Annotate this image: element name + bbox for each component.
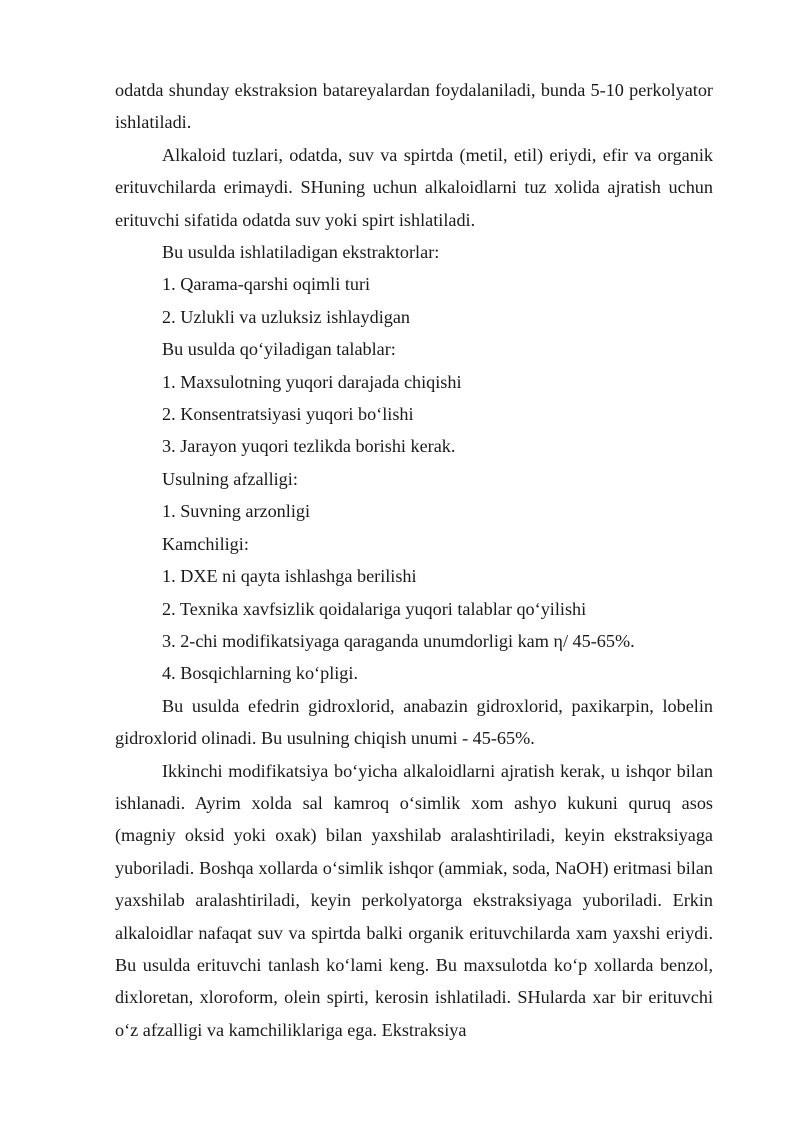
advantage-item-1: 1. Suvning arzonligi [162,501,311,522]
advantages-heading: Usulning afzalligi: [162,468,298,489]
disadvantage-item-3: 3. 2-chi modifikatsiyaga qaraganda unumdorligi kam η/ 45-65%. [162,630,635,651]
paragraph-alkaloid-salts: Alkaloid tuzlari, odatda, suv va spirtda (metil, etil) eriydi, efir va organik erituvchilarda erimaydi. SHuning uchun alkaloidlarni tuz xolida ajratish uchun erituvchi sifatida odatda suv yoki spirt ishlatiladi. [115,144,713,230]
disadvantage-item-1: 1. DXE ni qayta ishlashga berilishi [162,566,417,587]
requirement-item-1: 1. Maxsulotning yuqori darajada chiqishi [162,371,462,392]
disadvantages-heading: Kamchiligi: [162,533,249,554]
disadvantage-item-2: 2. Texnika xavfsizlik qoidalariga yuqori talablar qo‘yilishi [162,598,587,619]
extractor-item-1: 1. Qarama-qarshi oqimli turi [162,274,371,295]
disadvantage-item-4: 4. Bosqichlarning ko‘pligi. [162,663,359,684]
paragraph-products: Bu usulda efedrin gidroxlorid, anabazin gidroxlorid, paxikarpin, lobelin gidroxlorid olinadi. Bu usulning chiqish unumi - 45-65%. [115,695,713,749]
extractor-item-2: 2. Uzlukli va uzluksiz ishlaydigan [162,306,411,327]
paragraph-second-modification: Ikkinchi modifikatsiya bo‘yicha alkaloidlarni ajratish kerak, u ishqor bilan ishlanadi. Ayrim xolda sal kamroq o‘simlik xom ashyo kukuni quruq asos (magniy oksid yoki oxak) bilan yaxshilab aralashtiriladi, keyin ekstraksiyaga yuboriladi. Boshqa xollarda o‘simlik ishqor (ammiak, soda, NaOH) eritmasi bilan yaxshilab aralashtiriladi, keyin perkolyatorga ekstraksiyaga yuboriladi. Erkin alkaloidlar nafaqat suv va spirtda balki organik erituvchilarda xam yaxshi eriydi. Bu usulda erituvchi tanlash ko‘lami keng. Bu maxsulotda ko‘p xollarda benzol, dixloretan, xloroform, olein spirti, kerosin ishlatiladi. SHularda xar bir erituvchi o‘z afzalligi va kamchiliklariga ega. Ekstraksiya [115,760,713,1040]
requirements-heading: Bu usulda qo‘yiladigan talablar: [162,339,396,360]
paragraph-continuation: odatda shunday ekstraksion batareyalardan foydalaniladi, bunda 5-10 perkolyator ishlatiladi. [115,80,713,133]
requirement-item-3: 3. Jarayon yuqori tezlikda borishi kerak. [162,436,456,457]
extractors-heading: Bu usulda ishlatiladigan ekstraktorlar: [162,242,440,263]
document-page [115,74,713,1046]
requirement-item-2: 2. Konsentratsiyasi yuqori bo‘lishi [162,404,414,425]
